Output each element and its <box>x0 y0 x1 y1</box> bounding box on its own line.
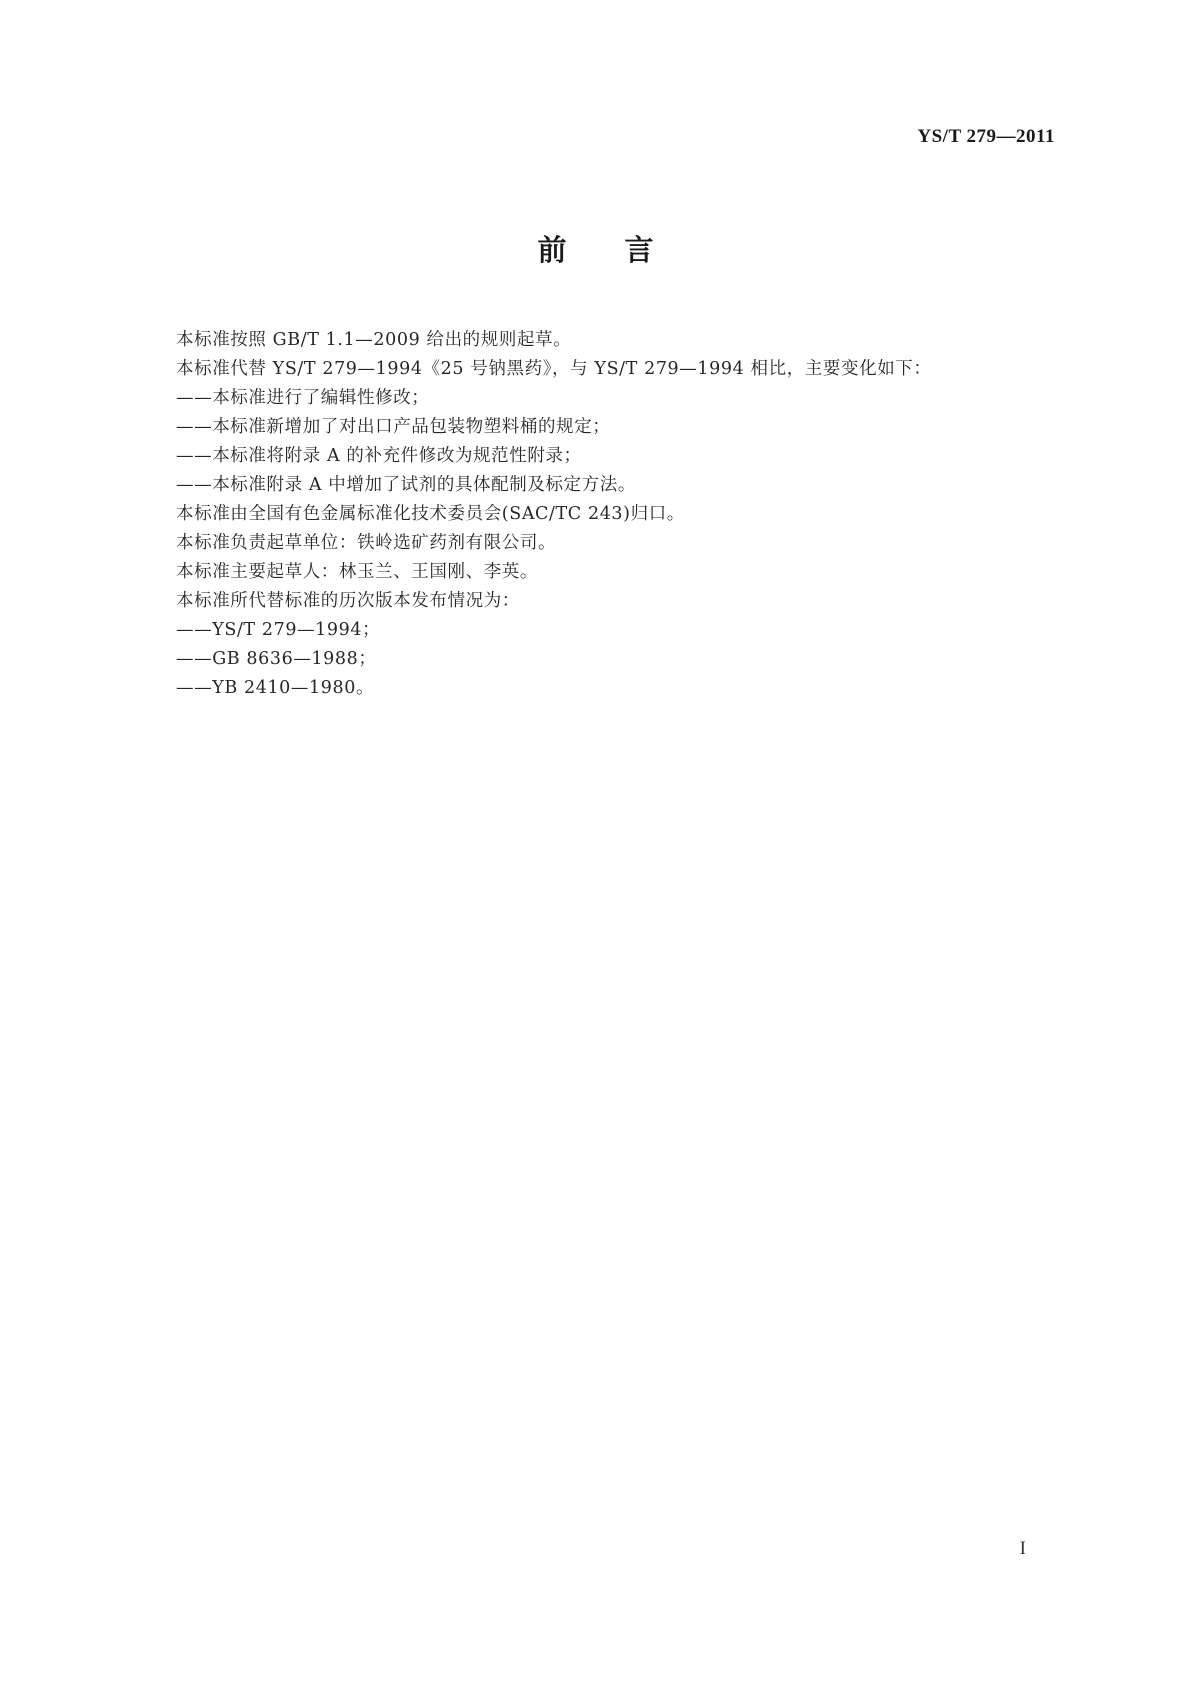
page-title <box>0 228 1191 269</box>
change-item-appendix: ——本标准将附录 A 的补充件修改为规范性附录； <box>176 446 582 466</box>
standard-code: YS/T 279—2011 <box>917 126 1055 147</box>
paragraph-drafters: 本标准主要起草人：林玉兰、王国刚、李英。 <box>176 562 538 582</box>
paragraph-replacement: 本标准代替 YS/T 279—1994《25 号钠黑药》，与 YS/T 279—1994 相比，主要变化如下： <box>176 359 932 379</box>
paragraph-drafting-unit: 本标准负责起草单位：铁岭选矿药剂有限公司。 <box>176 533 557 553</box>
foreword-body <box>176 326 1036 703</box>
change-item-editorial: ——本标准进行了编辑性修改； <box>176 388 430 408</box>
change-item-packaging: ——本标准新增加了对出口产品包装物塑料桶的规定； <box>176 417 611 437</box>
title-char-2: 言 <box>624 233 654 267</box>
change-item-reagents: ——本标准附录 A 中增加了试剂的具体配制及标定方法。 <box>176 475 636 495</box>
history-item-gb: ——GB 8636—1988； <box>176 649 377 669</box>
page-number: I <box>1019 1538 1026 1559</box>
history-item-yb: ——YB 2410—1980。 <box>176 678 375 698</box>
paragraph-history: 本标准所代替标准的历次版本发布情况为： <box>176 591 520 611</box>
history-item-ys: ——YS/T 279—1994； <box>176 620 381 640</box>
paragraph-committee: 本标准由全国有色金属标准化技术委员会(SAC/TC 243)归口。 <box>176 504 685 524</box>
paragraph-drafting-rules: 本标准按照 GB/T 1.1—2009 给出的规则起草。 <box>176 330 572 350</box>
title-char-1: 前 <box>537 233 567 267</box>
